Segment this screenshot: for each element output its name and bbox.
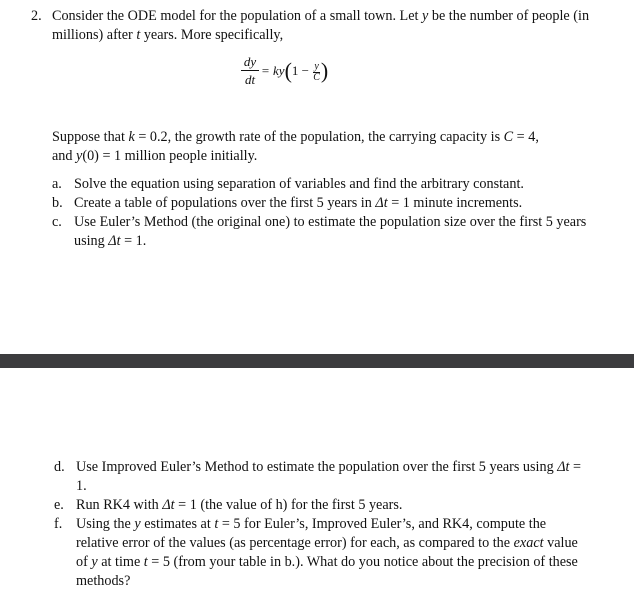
y-over-c-fraction: $\frac{y}{C}$ <box>313 60 320 83</box>
question-intro: Consider the ODE model for the population of a small town. Let y be the number of people (in millions) after t years. More specifically, <box>52 8 590 43</box>
dy-dt-fraction: dy dt <box>241 54 259 87</box>
logistic-equation <box>241 52 391 92</box>
equation-rhs: = $ky(1 - \frac{y}{C})$ <box>261 58 329 83</box>
question-number: 2. <box>31 8 42 24</box>
context-paragraph: Suppose that k = 0.2, the growth rate of the population, the carrying capacity is C = 4, and y(0) = 1 million people initially. <box>52 129 539 164</box>
section-divider <box>0 354 634 368</box>
